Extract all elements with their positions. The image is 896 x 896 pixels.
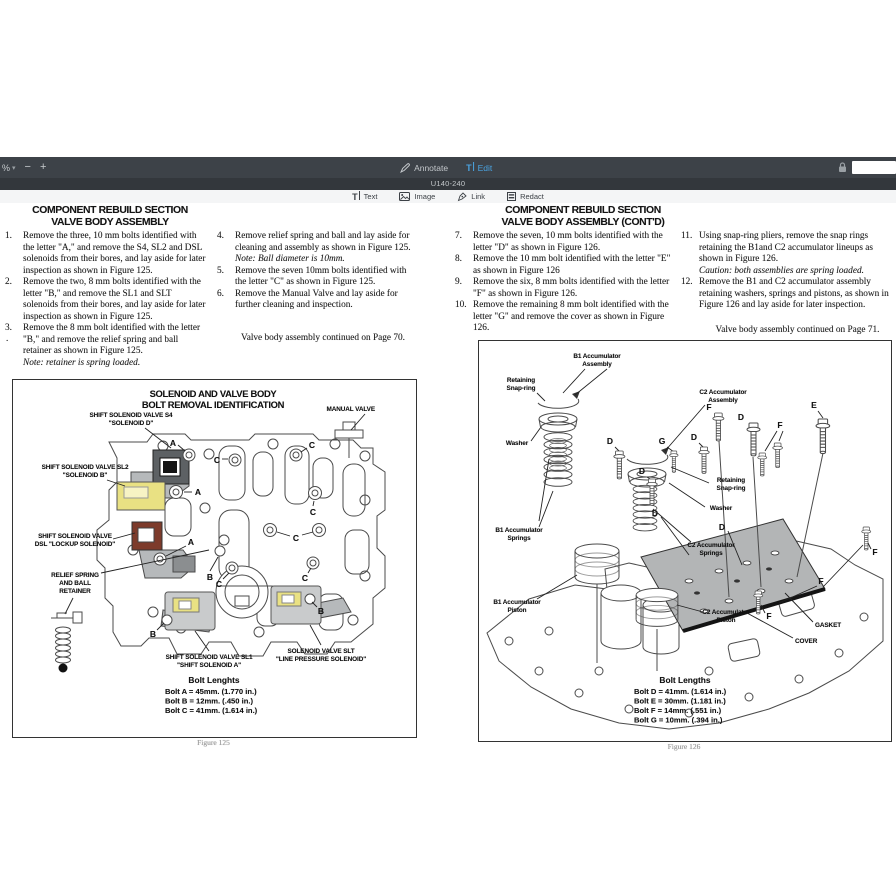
step-10: 10. Remove the remaining 8 mm bolt identified with the letter "G" and remove the cover as shown in Figure 126. <box>455 300 669 333</box>
annotate-button[interactable] <box>400 163 448 173</box>
figure-126-diagram <box>479 341 891 741</box>
zoom-out-button[interactable]: − <box>24 161 31 173</box>
text-cursor-icon: T <box>466 163 472 173</box>
svg-text:SHIFT SOLENOID VALVE: SHIFT SOLENOID VALVE <box>38 533 112 540</box>
svg-text:B1 Accumulator: B1 Accumulator <box>495 527 543 534</box>
figure-125-diagram <box>13 380 416 737</box>
svg-text:D: D <box>606 436 614 446</box>
figure-126-box <box>478 340 892 742</box>
step-4: 4. Remove relief spring and ball and lay aside for cleaning and assembly as shown in Figure 125. <box>217 231 411 253</box>
step-9: 9. Remove the six, 8 mm bolts identified with the letter "F" as shown in Figure 126. <box>455 277 670 299</box>
document-title-bar <box>0 178 896 190</box>
svg-text:B1 Accumulator: B1 Accumulator <box>573 353 621 360</box>
svg-text:SOLENOID VALVE SLT: SOLENOID VALVE SLT <box>287 648 355 655</box>
image-tool-button[interactable]: Image <box>399 192 435 201</box>
left-page-heading <box>10 205 210 229</box>
redact-tool-button[interactable]: Redact <box>507 192 544 201</box>
svg-text:C: C <box>215 579 223 589</box>
svg-text:B: B <box>149 629 157 639</box>
figure-title-line2: BOLT REMOVAL IDENTIFICATION <box>141 399 285 410</box>
svg-text:F: F <box>818 576 824 586</box>
relief-spring-drawing <box>51 612 82 673</box>
svg-text:D: D <box>718 522 726 532</box>
step-3-note: Note: retainer is spring loaded. <box>23 357 141 368</box>
figure-126-caption: Figure 126 <box>667 742 701 751</box>
svg-text:D: D <box>690 432 698 442</box>
svg-text:SHIFT SOLENOID VALVE SL2: SHIFT SOLENOID VALVE SL2 <box>41 464 129 471</box>
assembly-title: VALVE BODY ASSEMBLY (CONT'D) <box>501 216 665 228</box>
svg-text:D: D <box>651 508 659 518</box>
step-11-caution: Caution: both assemblies are spring loaded. <box>699 265 864 276</box>
svg-text:DSL "LOCKUP SOLENOID": DSL "LOCKUP SOLENOID" <box>34 541 116 548</box>
figure-title-line1: SOLENOID AND VALVE BODY <box>149 388 277 399</box>
svg-text:B: B <box>317 606 325 616</box>
svg-text:"SOLENOID B": "SOLENOID B" <box>62 472 108 479</box>
solenoid-slt <box>271 586 321 624</box>
svg-text:Assembly: Assembly <box>708 397 738 404</box>
step-7: 7. Remove the seven, 10 mm bolts identified with the letter "D" as shown in Figure 126. <box>455 231 663 253</box>
bolt-lengths-left <box>165 675 258 715</box>
svg-text:GASKET: GASKET <box>815 622 842 629</box>
svg-text:Snap-ring: Snap-ring <box>716 485 746 492</box>
svg-text:C: C <box>308 440 316 450</box>
right-page-column-1 <box>455 231 671 335</box>
figure-125-box <box>12 379 417 738</box>
pen-icon <box>400 163 410 173</box>
svg-text:F: F <box>777 420 783 430</box>
svg-text:B: B <box>206 572 214 582</box>
step-11: 11. Using snap-ring pliers, remove the snap rings retaining the B1and C2 accumulator lineups as shown in Figure 126. <box>681 231 874 264</box>
svg-text:Washer: Washer <box>709 505 733 512</box>
svg-text:Bolt C = 41mm. (1.614 in.): Bolt C = 41mm. (1.614 in.) <box>165 706 258 715</box>
svg-text:Assembly: Assembly <box>582 361 612 368</box>
svg-text:Bolt D = 41mm. (1.614 in.): Bolt D = 41mm. (1.614 in.) <box>634 687 727 696</box>
svg-text:"SOLENOID D": "SOLENOID D" <box>108 420 154 427</box>
svg-text:Bolt F = 14mm. (.551 in.): Bolt F = 14mm. (.551 in.) <box>634 706 722 715</box>
document-title: U140-240 <box>430 179 466 188</box>
svg-text:F: F <box>706 402 712 412</box>
svg-text:F: F <box>872 547 878 557</box>
solenoid-dsl <box>132 522 162 550</box>
svg-text:A: A <box>194 487 202 497</box>
svg-text:C: C <box>292 533 300 543</box>
svg-text:Springs: Springs <box>699 550 723 557</box>
svg-text:"SHIFT SOLENOID A": "SHIFT SOLENOID A" <box>176 662 242 669</box>
svg-text:F: F <box>766 611 772 621</box>
svg-text:RELIEF SPRING: RELIEF SPRING <box>51 572 99 579</box>
svg-text:D: D <box>737 412 745 422</box>
svg-text:Bolt G = 10mm. (.394 in.): Bolt G = 10mm. (.394 in.) <box>634 715 723 725</box>
zoom-in-button[interactable]: + <box>39 161 47 173</box>
svg-text:AND BALL: AND BALL <box>59 580 91 587</box>
step-5: 5. Remove the seven 10mm bolts identified with the letter "C" as shown in Figure 125. <box>217 265 407 287</box>
svg-text:B1 Accumulator: B1 Accumulator <box>493 599 541 606</box>
svg-text:"LINE PRESSURE SOLENOID": "LINE PRESSURE SOLENOID" <box>275 656 367 663</box>
edit-tools-toolbar <box>0 190 896 204</box>
svg-text:SHIFT SOLENOID VALVE S4: SHIFT SOLENOID VALVE S4 <box>89 412 173 419</box>
svg-text:C2 Accumulator: C2 Accumulator <box>702 609 750 616</box>
svg-text:Retaining: Retaining <box>506 377 536 384</box>
text-tool-icon: T <box>352 192 358 202</box>
svg-text:G: G <box>658 436 666 446</box>
svg-text:Washer: Washer <box>505 440 529 447</box>
svg-text:Piston: Piston <box>507 607 527 614</box>
pen-nib-icon <box>457 192 467 202</box>
svg-text:Piston: Piston <box>716 617 736 624</box>
left-continued-note: Valve body assembly continued on Page 70. <box>241 333 405 343</box>
stray-period-mark: . <box>6 334 9 344</box>
svg-text:Bolt Lengths: Bolt Lengths <box>659 675 711 685</box>
solenoid-sl1 <box>165 592 215 630</box>
svg-text:Bolt Lenghts: Bolt Lenghts <box>188 675 240 685</box>
lock-icon[interactable] <box>838 162 847 173</box>
zoom-level-label: % <box>2 162 11 173</box>
svg-text:RETAINER: RETAINER <box>59 588 91 595</box>
redact-icon <box>507 192 516 201</box>
svg-text:A: A <box>169 438 177 448</box>
svg-text:Bolt B = 12mm. (.450 in.): Bolt B = 12mm. (.450 in.) <box>165 696 253 706</box>
svg-text:MANUAL VALVE: MANUAL VALVE <box>326 406 375 413</box>
section-title: COMPONENT REBUILD SECTION <box>505 205 661 216</box>
svg-text:Bolt A = 45mm. (1.770 in.): Bolt A = 45mm. (1.770 in.) <box>165 687 257 696</box>
svg-text:Retaining: Retaining <box>716 477 746 484</box>
step-8: 8. Remove the 10 mm bolt identified with the letter "E" as shown in Figure 126 <box>455 254 671 276</box>
step-1: 1. Remove the three, 10 mm bolts identified with the letter "A," and remove the S4, SL2 and DSL solenoids from their bores, and lay aside for later inspection as shown in Figure 125. <box>5 231 206 276</box>
chevron-down-icon: ▾ <box>12 164 16 172</box>
svg-text:Springs: Springs <box>507 535 531 542</box>
section-title: COMPONENT REBUILD SECTION <box>32 205 188 216</box>
svg-text:SHIFT SOLENOID VALVE SL1: SHIFT SOLENOID VALVE SL1 <box>165 654 253 661</box>
edit-label: Edit <box>477 162 493 173</box>
edit-button[interactable] <box>466 162 492 173</box>
pdf-page-view <box>0 203 896 896</box>
svg-text:Bolt E = 30mm. (1.181 in.): Bolt E = 30mm. (1.181 in.) <box>634 696 726 706</box>
left-page-column-1 <box>5 231 208 369</box>
svg-text:C2 Accumulator: C2 Accumulator <box>687 542 735 549</box>
step-2: 2. Remove the two, 8 mm bolts identified with the letter "B," and remove the SL1 and SLT solenoids from their bores, and lay aside for later inspection as shown in Figure 125. <box>5 277 206 322</box>
svg-text:A: A <box>187 537 195 547</box>
main-toolbar <box>0 157 896 178</box>
annotate-label: Annotate <box>414 162 449 173</box>
assembly-title: VALVE BODY ASSEMBLY <box>51 216 169 228</box>
svg-text:C: C <box>213 455 221 465</box>
step-12: 12. Remove the B1 and C2 accumulator assembly retaining washers, springs and pistons, as shown in Figure 126 and lay aside for later inspection. <box>681 277 889 310</box>
text-tool-button[interactable]: T Text <box>352 192 378 202</box>
left-page-column-2 <box>217 231 416 312</box>
svg-text:E: E <box>811 400 817 410</box>
right-page-column-2 <box>681 231 894 312</box>
svg-text:COVER: COVER <box>795 638 818 645</box>
svg-text:D: D <box>638 466 646 476</box>
search-input[interactable] <box>852 161 896 174</box>
svg-text:Snap-ring: Snap-ring <box>506 385 536 392</box>
link-tool-button[interactable]: Link <box>457 192 485 202</box>
step-3: 3. Remove the 8 mm bolt identified with the letter "B," and remove the relief spring and ball retainer as shown in Figure 125. <box>5 323 201 356</box>
step-6: 6. Remove the Manual Valve and lay aside for further cleaning and inspection. <box>217 288 398 310</box>
right-continued-note: Valve body assembly continued on Page 71. <box>715 325 880 335</box>
step-4-note: Note: Ball diameter is 10mm. <box>235 254 345 264</box>
zoom-level-dropdown[interactable] <box>2 163 16 173</box>
figure-125-caption: Figure 125 <box>197 738 230 747</box>
svg-text:C: C <box>301 573 309 583</box>
svg-text:C2 Accumulator: C2 Accumulator <box>699 389 747 396</box>
image-icon <box>399 192 410 201</box>
svg-text:C: C <box>309 507 317 517</box>
right-page-heading <box>458 205 708 229</box>
